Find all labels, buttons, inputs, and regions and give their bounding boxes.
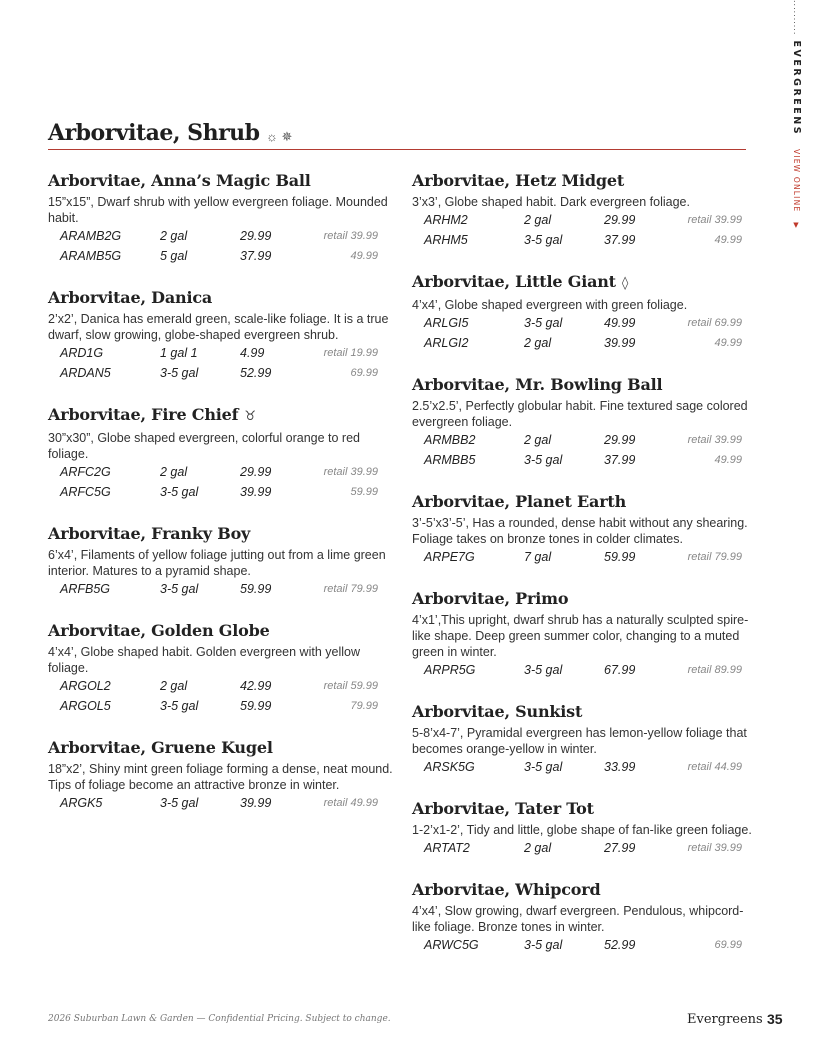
wholesale-price: 39.99: [240, 796, 272, 810]
sku-code: ARMBB2: [424, 433, 476, 447]
wholesale-price: 37.99: [240, 249, 272, 263]
sku-code: ARTAT2: [424, 841, 470, 855]
product-description: 4’x4’, Slow growing, dwarf evergreen. Pendulous, whipcord-like foliage. Bronze tones in winter.: [412, 904, 744, 934]
container-size: 2 gal: [160, 229, 188, 243]
product-item: [48, 620, 396, 716]
wholesale-price: 67.99: [604, 663, 636, 677]
page-number: 35: [767, 1011, 783, 1027]
sku-code: ARLGI2: [424, 336, 469, 350]
retail-price: 49.99: [714, 234, 742, 246]
price-row: [412, 547, 760, 567]
product-name: [412, 588, 760, 610]
wholesale-price: 29.99: [240, 229, 272, 243]
product-name-text: Arborvitae, Planet Earth: [412, 492, 627, 511]
product-item: [412, 374, 760, 470]
price-row: [48, 343, 396, 363]
wholesale-price: 42.99: [240, 679, 272, 693]
left-column: [48, 170, 396, 834]
price-row: [412, 660, 760, 680]
retail-price: retail 19.99: [323, 347, 378, 359]
product-name: [48, 620, 396, 642]
product-item: [48, 737, 396, 813]
wholesale-price: 39.99: [240, 485, 272, 499]
retail-price: retail 44.99: [687, 761, 742, 773]
product-name: [48, 523, 396, 545]
plant-attribute-icon: ♉: [244, 409, 256, 424]
wholesale-price: 59.99: [604, 550, 636, 564]
sku-code: ARGOL2: [60, 679, 111, 693]
retail-price: retail 39.99: [687, 214, 742, 226]
retail-price: retail 89.99: [687, 664, 742, 676]
product-name: [48, 737, 396, 759]
sku-code: ARFC2G: [60, 465, 111, 479]
sku-code: ARDAN5: [60, 366, 111, 380]
container-size: 2 gal: [524, 841, 552, 855]
section-title: Arborvitae, Shrub: [48, 120, 260, 146]
sku-code: ARHM5: [424, 233, 468, 247]
container-size: 3-5 gal: [160, 582, 199, 596]
price-row: [48, 482, 396, 502]
retail-price: retail 39.99: [687, 434, 742, 446]
sku-code: ARGOL5: [60, 699, 111, 713]
container-size: 3-5 gal: [524, 233, 563, 247]
price-row: [48, 462, 396, 482]
retail-price: 59.99: [350, 486, 378, 498]
container-size: 2 gal: [524, 336, 552, 350]
sku-code: ARAMB2G: [60, 229, 122, 243]
retail-price: retail 79.99: [323, 583, 378, 595]
product-name: [48, 287, 396, 309]
product-name-text: Arborvitae, Gruene Kugel: [48, 738, 273, 757]
container-size: 7 gal: [524, 550, 552, 564]
footer-disclaimer: 2026 Suburban Lawn & Garden — Confidential Pricing. Subject to change.: [48, 1014, 391, 1024]
section-header: [48, 120, 746, 150]
product-item: [48, 404, 396, 502]
product-name-text: Arborvitae, Danica: [48, 288, 213, 307]
product-description: 5-8’x4-7’, Pyramidal evergreen has lemon-yellow foliage that becomes orange-yellow in winter.: [412, 726, 747, 756]
sku-code: ARAMB5G: [60, 249, 122, 263]
price-row: [48, 793, 396, 813]
price-row: [48, 579, 396, 599]
product-name: [412, 701, 760, 723]
product-name-text: Arborvitae, Fire Chief: [48, 405, 239, 424]
product-name-text: Arborvitae, Little Giant: [412, 272, 616, 291]
product-description: 4’x4’, Globe shaped habit. Golden evergreen with yellow foliage.: [48, 645, 360, 675]
container-size: 2 gal: [160, 679, 188, 693]
product-name: [48, 404, 396, 428]
price-row: [412, 430, 760, 450]
container-size: 2 gal: [160, 465, 188, 479]
container-size: 1 gal 1: [160, 346, 198, 360]
container-size: 3-5 gal: [160, 366, 199, 380]
wholesale-price: 59.99: [240, 582, 272, 596]
retail-price: 49.99: [714, 454, 742, 466]
sku-code: ARD1G: [60, 346, 104, 360]
view-online-arrow-icon: ▼: [792, 220, 800, 229]
wholesale-price: 29.99: [604, 213, 636, 227]
product-name-text: Arborvitae, Hetz Midget: [412, 171, 625, 190]
product-item: [412, 798, 760, 858]
price-row: [412, 757, 760, 777]
container-size: 2 gal: [524, 213, 552, 227]
sku-code: ARFB5G: [60, 582, 111, 596]
wholesale-price: 39.99: [604, 336, 636, 350]
price-row: [412, 450, 760, 470]
plant-attribute-icon: ◊: [621, 276, 629, 291]
product-name-text: Arborvitae, Tater Tot: [412, 799, 594, 818]
product-name-text: Arborvitae, Primo: [412, 589, 569, 608]
product-description: 4’x4’, Globe shaped evergreen with green foliage.: [412, 298, 688, 312]
retail-price: 79.99: [350, 700, 378, 712]
side-section-tab[interactable]: [786, 0, 804, 230]
container-size: 3-5 gal: [524, 453, 563, 467]
product-description: 30”x30”, Globe shaped evergreen, colorful orange to red foliage.: [48, 431, 360, 461]
container-size: 3-5 gal: [160, 485, 199, 499]
price-row: [48, 363, 396, 383]
retail-price: retail 49.99: [323, 797, 378, 809]
product-item: [412, 170, 760, 250]
wholesale-price: 33.99: [604, 760, 636, 774]
product-name-text: Arborvitae, Franky Boy: [48, 524, 251, 543]
price-row: [48, 676, 396, 696]
price-row: [48, 696, 396, 716]
wholesale-price: 52.99: [604, 938, 636, 952]
sun-shade-icon: ☼ ✵: [266, 129, 293, 144]
product-description: 3’x3’, Globe shaped habit. Dark evergreen foliage.: [412, 195, 690, 209]
product-item: [412, 588, 760, 680]
sku-code: ARPE7G: [424, 550, 475, 564]
right-column: [412, 170, 760, 976]
view-online-link[interactable]: VIEW ONLINE: [792, 149, 801, 213]
wholesale-price: 37.99: [604, 453, 636, 467]
wholesale-price: 37.99: [604, 233, 636, 247]
product-name: [412, 879, 760, 901]
product-item: [48, 170, 396, 266]
price-row: [48, 246, 396, 266]
footer-section-name: Evergreens: [687, 1012, 763, 1027]
container-size: 2 gal: [524, 433, 552, 447]
product-name: [412, 491, 760, 513]
retail-price: retail 39.99: [323, 466, 378, 478]
price-row: [48, 226, 396, 246]
product-name-text: Arborvitae, Anna’s Magic Ball: [48, 171, 311, 190]
container-size: 5 gal: [160, 249, 188, 263]
product-item: [48, 523, 396, 599]
wholesale-price: 52.99: [240, 366, 272, 380]
sku-code: ARWC5G: [424, 938, 479, 952]
sku-code: ARGK5: [60, 796, 103, 810]
product-name-text: Arborvitae, Golden Globe: [48, 621, 270, 640]
wholesale-price: 59.99: [240, 699, 272, 713]
product-item: [412, 879, 760, 955]
sku-code: ARPR5G: [424, 663, 476, 677]
retail-price: 49.99: [714, 337, 742, 349]
price-row: [412, 230, 760, 250]
product-name: [48, 170, 396, 192]
product-item: [412, 701, 760, 777]
price-row: [412, 838, 760, 858]
price-row: [412, 210, 760, 230]
sku-code: ARMBB5: [424, 453, 476, 467]
price-row: [412, 935, 760, 955]
container-size: 3-5 gal: [160, 699, 199, 713]
container-size: 3-5 gal: [524, 938, 563, 952]
product-description: 18”x2’, Shiny mint green foliage forming a dense, neat mound. Tips of foliage become an attractive bronze in winter.: [48, 762, 393, 792]
retail-price: retail 69.99: [687, 317, 742, 329]
container-size: 3-5 gal: [524, 760, 563, 774]
sku-code: ARFC5G: [60, 485, 111, 499]
retail-price: retail 59.99: [323, 680, 378, 692]
retail-price: 69.99: [714, 939, 742, 951]
retail-price: retail 79.99: [687, 551, 742, 563]
container-size: 3-5 gal: [524, 316, 563, 330]
wholesale-price: 27.99: [604, 841, 636, 855]
wholesale-price: 29.99: [240, 465, 272, 479]
product-description: 3’-5’x3’-5’, Has a rounded, dense habit without any shearing. Foliage takes on bronze tones in colder climates.: [412, 516, 748, 546]
product-name-text: Arborvitae, Whipcord: [412, 880, 601, 899]
retail-price: retail 39.99: [323, 230, 378, 242]
product-item: [412, 491, 760, 567]
wholesale-price: 4.99: [240, 346, 265, 360]
product-name-text: Arborvitae, Mr. Bowling Ball: [412, 375, 663, 394]
product-item: [48, 287, 396, 383]
sku-code: ARSK5G: [424, 760, 475, 774]
price-row: [412, 313, 760, 333]
retail-price: retail 39.99: [687, 842, 742, 854]
side-tab-section: EVERGREENS: [791, 40, 802, 137]
product-description: 1-2’x1-2’, Tidy and little, globe shape of fan-like green foliage.: [412, 823, 752, 837]
retail-price: 69.99: [350, 367, 378, 379]
product-name: [412, 170, 760, 192]
container-size: 3-5 gal: [160, 796, 199, 810]
product-item: [412, 271, 760, 353]
product-name: [412, 374, 760, 396]
wholesale-price: 29.99: [604, 433, 636, 447]
wholesale-price: 49.99: [604, 316, 636, 330]
container-size: 3-5 gal: [524, 663, 563, 677]
product-description: 2’x2’, Danica has emerald green, scale-like foliage. It is a true dwarf, slow growing, globe-shaped evergreen shrub.: [48, 312, 389, 342]
sku-code: ARLGI5: [424, 316, 469, 330]
product-description: 2.5’x2.5’, Perfectly globular habit. Fine textured sage colored evergreen foliage.: [412, 399, 748, 429]
side-tab-dots: ..........: [792, 0, 801, 36]
retail-price: 49.99: [350, 250, 378, 262]
sku-code: ARHM2: [424, 213, 468, 227]
product-description: 15”x15”, Dwarf shrub with yellow evergreen foliage. Mounded habit.: [48, 195, 388, 225]
product-name: [412, 798, 760, 820]
product-description: 6’x4’, Filaments of yellow foliage jutting out from a lime green interior. Matures to a pyramid shape.: [48, 548, 386, 578]
price-row: [412, 333, 760, 353]
product-name: [412, 271, 760, 295]
product-description: 4’x1’,This upright, dwarf shrub has a naturally sculpted spire-like shape. Deep green summer color, changing to a muted green in winter.: [412, 613, 749, 659]
product-name-text: Arborvitae, Sunkist: [412, 702, 583, 721]
